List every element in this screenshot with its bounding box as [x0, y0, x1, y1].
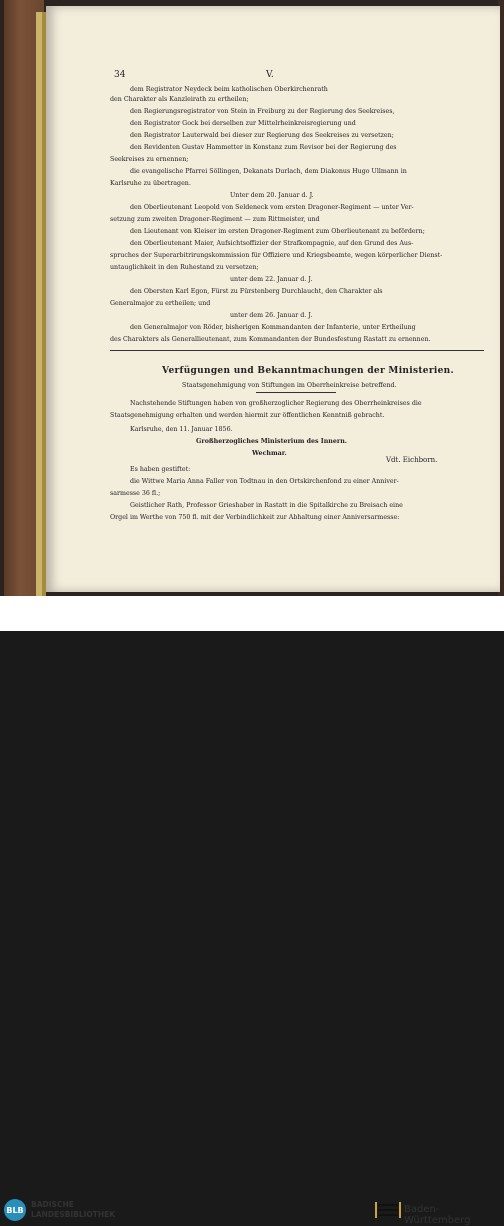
text-line: den Charakter als Kanzleirath zu ertheilen; — [110, 96, 249, 103]
section-divider — [110, 350, 484, 351]
section-marker: V. — [266, 70, 274, 80]
library-name-line2: LANDESBIBLIOTHEK — [31, 1210, 116, 1219]
text-line: Orgel im Werthe von 750 fl. mit der Verbindlichkeit zur Abhaltung einer Anniversarmesse: — [110, 514, 400, 521]
date-line: unter dem 26. Januar d. J. — [230, 312, 313, 319]
section-heading: Verfügungen und Bekanntmachungen der Ministerien. — [162, 366, 454, 376]
state-label[interactable]: Baden-Württemberg — [404, 1204, 471, 1226]
library-name[interactable] — [31, 1200, 115, 1220]
text-line: Staatsgenehmigung erhalten und werden hiermit zur öffentlichen Kenntniß gebracht. — [110, 412, 385, 419]
text-line: Seekreises zu ernennen; — [110, 156, 189, 163]
text-line: den Oberlieutenant Maier, Aufsichtsoffizier der Strafkompagnie, auf den Grund des Aus- — [130, 240, 414, 247]
text-line: den Registrator Gock bei derselben zur Mittelrheinkreisregierung und — [130, 120, 356, 127]
date-line: unter dem 22. Januar d. J. — [230, 276, 313, 283]
library-name-line1: BADISCHE — [31, 1200, 74, 1209]
date-line: Unter dem 20. Januar d. J. — [230, 192, 314, 199]
scanned-page-area — [0, 0, 504, 596]
subtitle-rule — [256, 392, 336, 393]
section-subtitle: Staatsgenehmigung von Stiftungen im Oberrheinkreise betreffend. — [182, 382, 397, 389]
text-line: die Wittwe Maria Anna Faller von Todtnau in den Ortskirchenfond zu einer Anniver- — [130, 478, 399, 485]
document-page — [46, 6, 500, 592]
text-line: Nachstehende Stiftungen haben von großherzoglicher Regierung des Oberrheinkreises die — [130, 400, 422, 407]
ministry-name: Großherzogliches Ministerium des Innern. — [196, 438, 347, 445]
page-number: 34 — [114, 70, 126, 80]
footer-bar — [0, 596, 504, 1226]
coat-of-arms-icon[interactable] — [375, 1200, 401, 1220]
text-line: die evangelische Pfarrei Söllingen, Dekanats Durlach, dem Diakonus Hugo Ullmann in — [130, 168, 407, 175]
text-line: spruches der Superarbitrirungskommission für Offiziere und Kriegsbeamte, wegen körperlicher Dienst- — [110, 252, 443, 259]
text-line: Geistlicher Rath, Professor Grieshaber in Rastatt in die Spitalkirche zu Breisach eine — [130, 502, 403, 509]
place-date: Karlsruhe, den 11. Januar 1856. — [130, 426, 233, 433]
text-line: untauglichkeit in den Ruhestand zu versetzen; — [110, 264, 259, 271]
text-line: den Generalmajor von Röder, bisherigen Kommandanten der Infanterie, unter Ertheilung — [130, 324, 416, 331]
text-line: den Regierungsregistrator von Stein in Freiburg zu der Regierung des Seekreises, — [130, 108, 395, 115]
text-line: dem Registrator Neydeck beim katholischen Oberkirchenrath — [130, 86, 328, 93]
text-line: den Revidenten Gustav Hammetter in Konstanz zum Revisor bei der Regierung des — [130, 144, 397, 151]
text-line: sarmesse 36 fl.; — [110, 490, 161, 497]
blb-logo-icon[interactable]: BLB — [4, 1199, 26, 1221]
text-line: den Lieutenant von Kleiser im ersten Dragoner-Regiment zum Oberlieutenant zu befördern; — [130, 228, 425, 235]
text-line: setzung zum zweiten Dragoner-Regiment — zum Rittmeister, und — [110, 216, 320, 223]
signature: Wechmar. — [252, 450, 287, 457]
text-line: Karlsruhe zu übertragen. — [110, 180, 191, 187]
text-line: den Registrator Lauterwald bei dieser zur Regierung des Seekreises zu versetzen; — [130, 132, 394, 139]
text-line: den Obersten Karl Egon, Fürst zu Fürstenberg Durchlaucht, den Charakter als — [130, 288, 383, 295]
text-line: des Charakters als Generallieutenant, zum Kommandanten der Bundesfestung Rastatt zu ernennen. — [110, 336, 431, 343]
text-line: Es haben gestiftet: — [130, 466, 191, 473]
countersignature: Vdt. Eichborn. — [386, 456, 438, 464]
text-line: den Oberlieutenant Leopold von Seldeneck vom ersten Dragoner-Regiment — unter Ver- — [130, 204, 414, 211]
text-line: Generalmajor zu ertheilen; und — [110, 300, 211, 307]
